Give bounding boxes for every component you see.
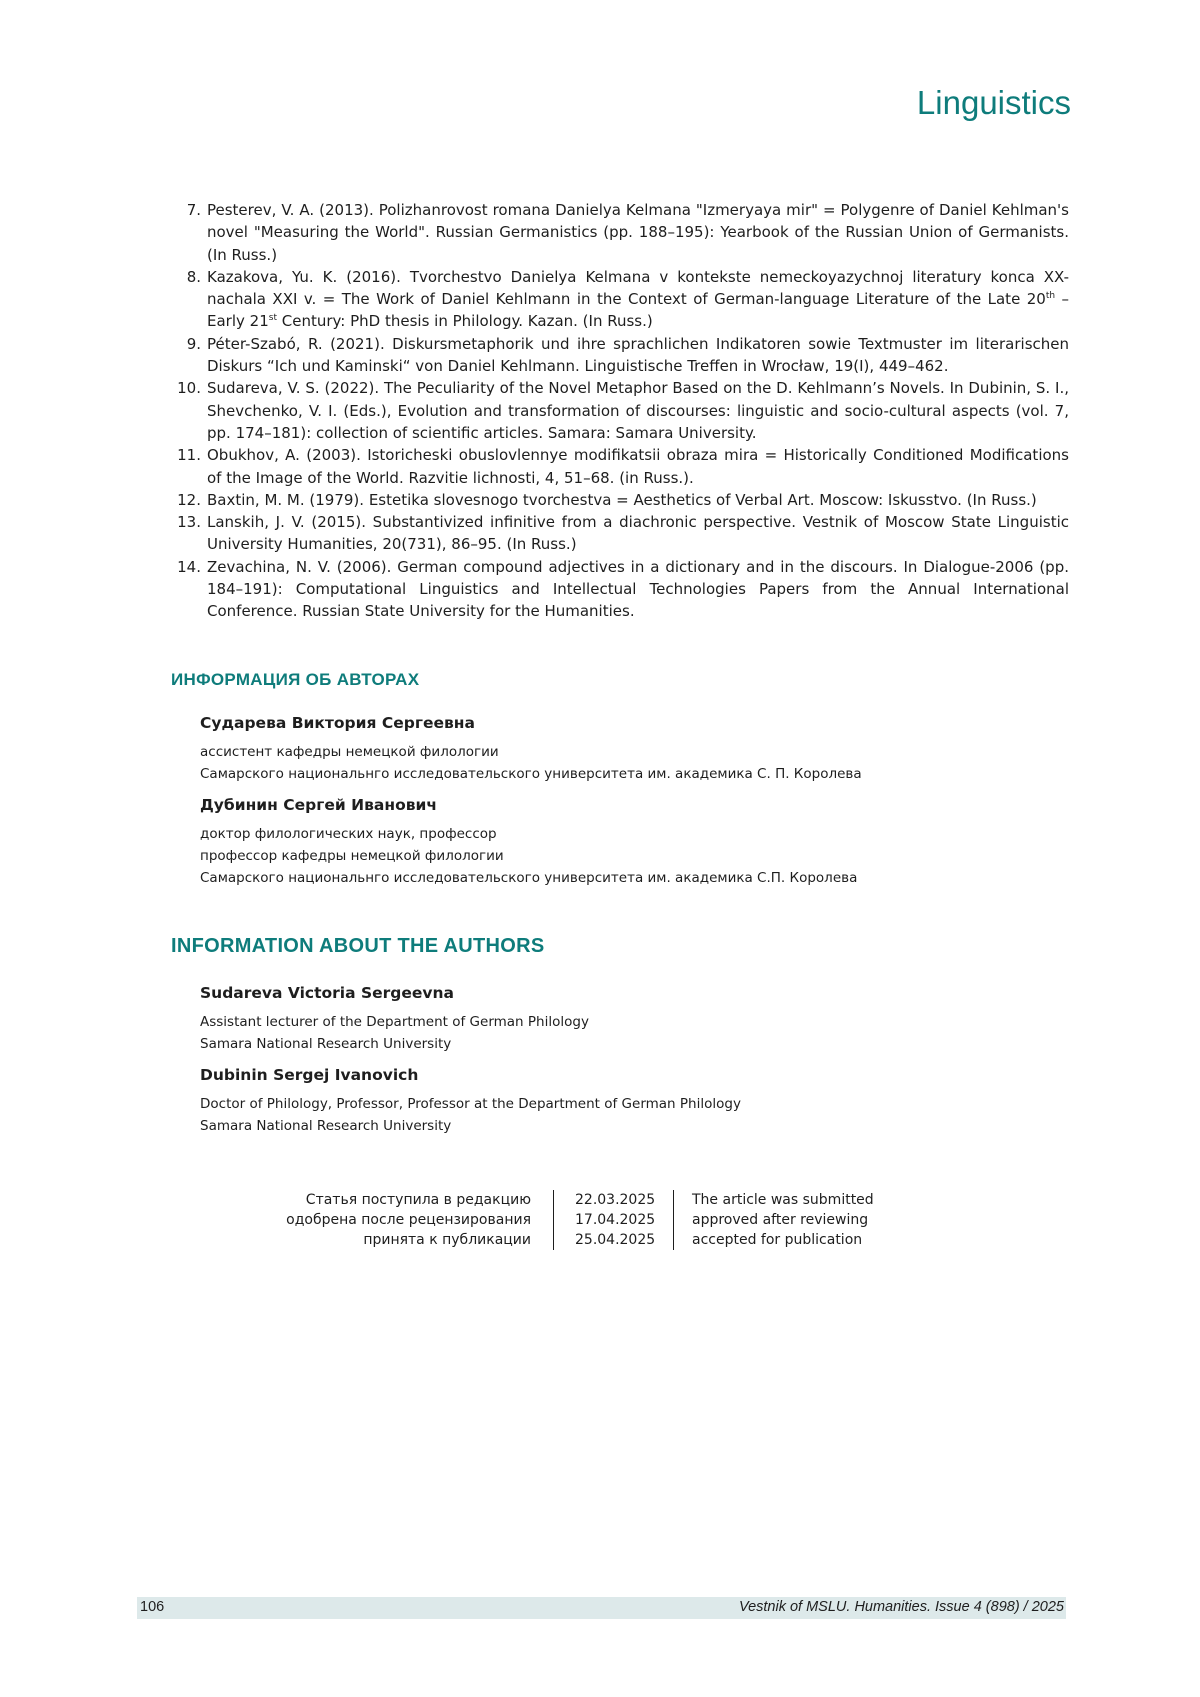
reference-number: 7. [157,199,201,221]
reference-number: 8. [157,266,201,288]
dates-labels-ru [286,1190,531,1250]
superscript: th [1046,291,1055,301]
authors-heading-ru: ИНФОРМАЦИЯ ОБ АВТОРАХ [171,670,419,690]
date-label-ru: принята к публикации [286,1230,531,1250]
author-name: Дубинин Сергей Иванович [200,795,1060,815]
reference-text: Kazakova, Yu. K. (2016). Tvorchestvo Danielya Kelmana v kontekste nemeckoyazychnoj literatury konca XX-nachala XXI v. = The Work of Daniel Kehlmann in the Context of German-language Literature of the Late 20 [207,268,1069,308]
reference-text: Lanskih, J. V. (2015). Substantivized infinitive from a diachronic perspective. Vestnik of Moscow State Linguistic University Humanities, 20(731), 86–95. (In Russ.) [207,513,1069,553]
superscript: st [269,313,277,323]
reference-number: 13. [157,511,201,533]
reference-number: 10. [157,377,201,399]
reference-text: Zevachina, N. V. (2006). German compound adjectives in a dictionary and in the discours. In Dialogue-2006 (pp. 184–191): Computational Linguistics and Intellectual Technologies Papers from the Annual International Conference. Russian State University for the Humanities. [207,558,1069,621]
reference-item [171,333,1069,378]
reference-text: Pesterev, V. A. (2013). Polizhanrovost romana Danielya Kelmana "Izmeryaya mir" = Polygenre of Daniel Kehlman's novel "Measuring the World". Russian Germanistics (pp. 188–195): Yearbook of the Russian Union of Germanists. (In Russ.) [207,201,1069,264]
affiliation-line: профессор кафедры немецкой филологии [200,845,1060,867]
date-label-ru: Статья поступила в редакцию [286,1190,531,1210]
divider [553,1190,554,1250]
reference-item [171,444,1069,489]
author-affiliation [200,1093,1060,1137]
reference-item [171,511,1069,556]
author-name: Сударева Виктория Сергеевна [200,713,1060,733]
affiliation-line: Doctor of Philology, Professor, Professor at the Department of German Philology [200,1093,1060,1115]
reference-text: Péter-Szabó, R. (2021). Diskursmetaphorik und ihre sprachlichen Indikatoren sowie Textmuster im literarischen Diskurs “Ich und Kaminski“ von Daniel Kehlmann. Linguistische Treffen in Wrocław, 19(I), 449–462. [207,335,1069,375]
affiliation-line: Самарского национальнго исследовательского университета им. академика С.П. Королева [200,867,1060,889]
date-label-en: The article was submitted [692,1190,874,1210]
reference-item [171,199,1069,266]
reference-item [171,377,1069,444]
date-label-en: approved after reviewing [692,1210,874,1230]
dates-labels-en [692,1190,874,1250]
author-affiliation [200,823,1060,889]
journal-title: Vestnik of MSLU. Humanities. Issue 4 (898) / 2025 [739,1599,1064,1615]
author-affiliation [200,741,1060,785]
divider [673,1190,674,1250]
date-value: 25.04.2025 [575,1230,655,1250]
reference-text: Obukhov, A. (2003). Istoricheski obuslovlennye modifikatsii obraza mira = Historically Conditioned Modifications of the Image of the World. Razvitie lichnosti, 4, 51–68. (in Russ.). [207,446,1069,486]
affiliation-line: доктор филологических наук, профессор [200,823,1060,845]
author-affiliation [200,1011,1060,1055]
reference-list [171,199,1069,623]
affiliation-line: Самарского национальнго исследовательского университета им. академика С. П. Королева [200,763,1060,785]
page-footer [137,1597,1066,1619]
reference-number: 11. [157,444,201,466]
reference-number: 14. [157,556,201,578]
reference-item [171,266,1069,333]
date-label-en: accepted for publication [692,1230,874,1250]
affiliation-line: Samara National Research University [200,1033,1060,1055]
date-label-ru: одобрена после рецензирования [286,1210,531,1230]
authors-ru [200,713,1060,899]
date-value: 22.03.2025 [575,1190,655,1210]
reference-item [171,489,1069,511]
reference-number: 9. [157,333,201,355]
section-title: Linguistics [917,84,1071,122]
reference-text: Baxtin, M. M. (1979). Estetika slovesnogo tvorchestva = Aesthetics of Verbal Art. Moscow: Iskusstvo. (In Russ.) [207,491,1037,509]
reference-item [171,556,1069,623]
affiliation-line: Samara National Research University [200,1115,1060,1137]
page-number: 106 [140,1599,164,1615]
author-name: Dubinin Sergej Ivanovich [200,1065,1060,1085]
authors-heading-en: INFORMATION ABOUT THE AUTHORS [171,935,545,958]
reference-text: Century: PhD thesis in Philology. Kazan. (In Russ.) [277,312,653,330]
reference-text: Sudareva, V. S. (2022). The Peculiarity of the Novel Metaphor Based on the D. Kehlmann’s Novels. In Dubinin, S. I., Shevchenko, V. I. (Eds.), Evolution and transformation of discourses: linguistic and socio-cultural aspects (vol. 7, pp. 174–181): collection of scientific articles. Samara: Samara University. [207,379,1069,442]
affiliation-line: Assistant lecturer of the Department of German Philology [200,1011,1060,1033]
reference-text: – Early 21 [207,290,1069,330]
dates-values [575,1190,655,1250]
author-name: Sudareva Victoria Sergeevna [200,983,1060,1003]
reference-number: 12. [157,489,201,511]
affiliation-line: ассистент кафедры немецкой филологии [200,741,1060,763]
date-value: 17.04.2025 [575,1210,655,1230]
authors-en [200,983,1060,1147]
